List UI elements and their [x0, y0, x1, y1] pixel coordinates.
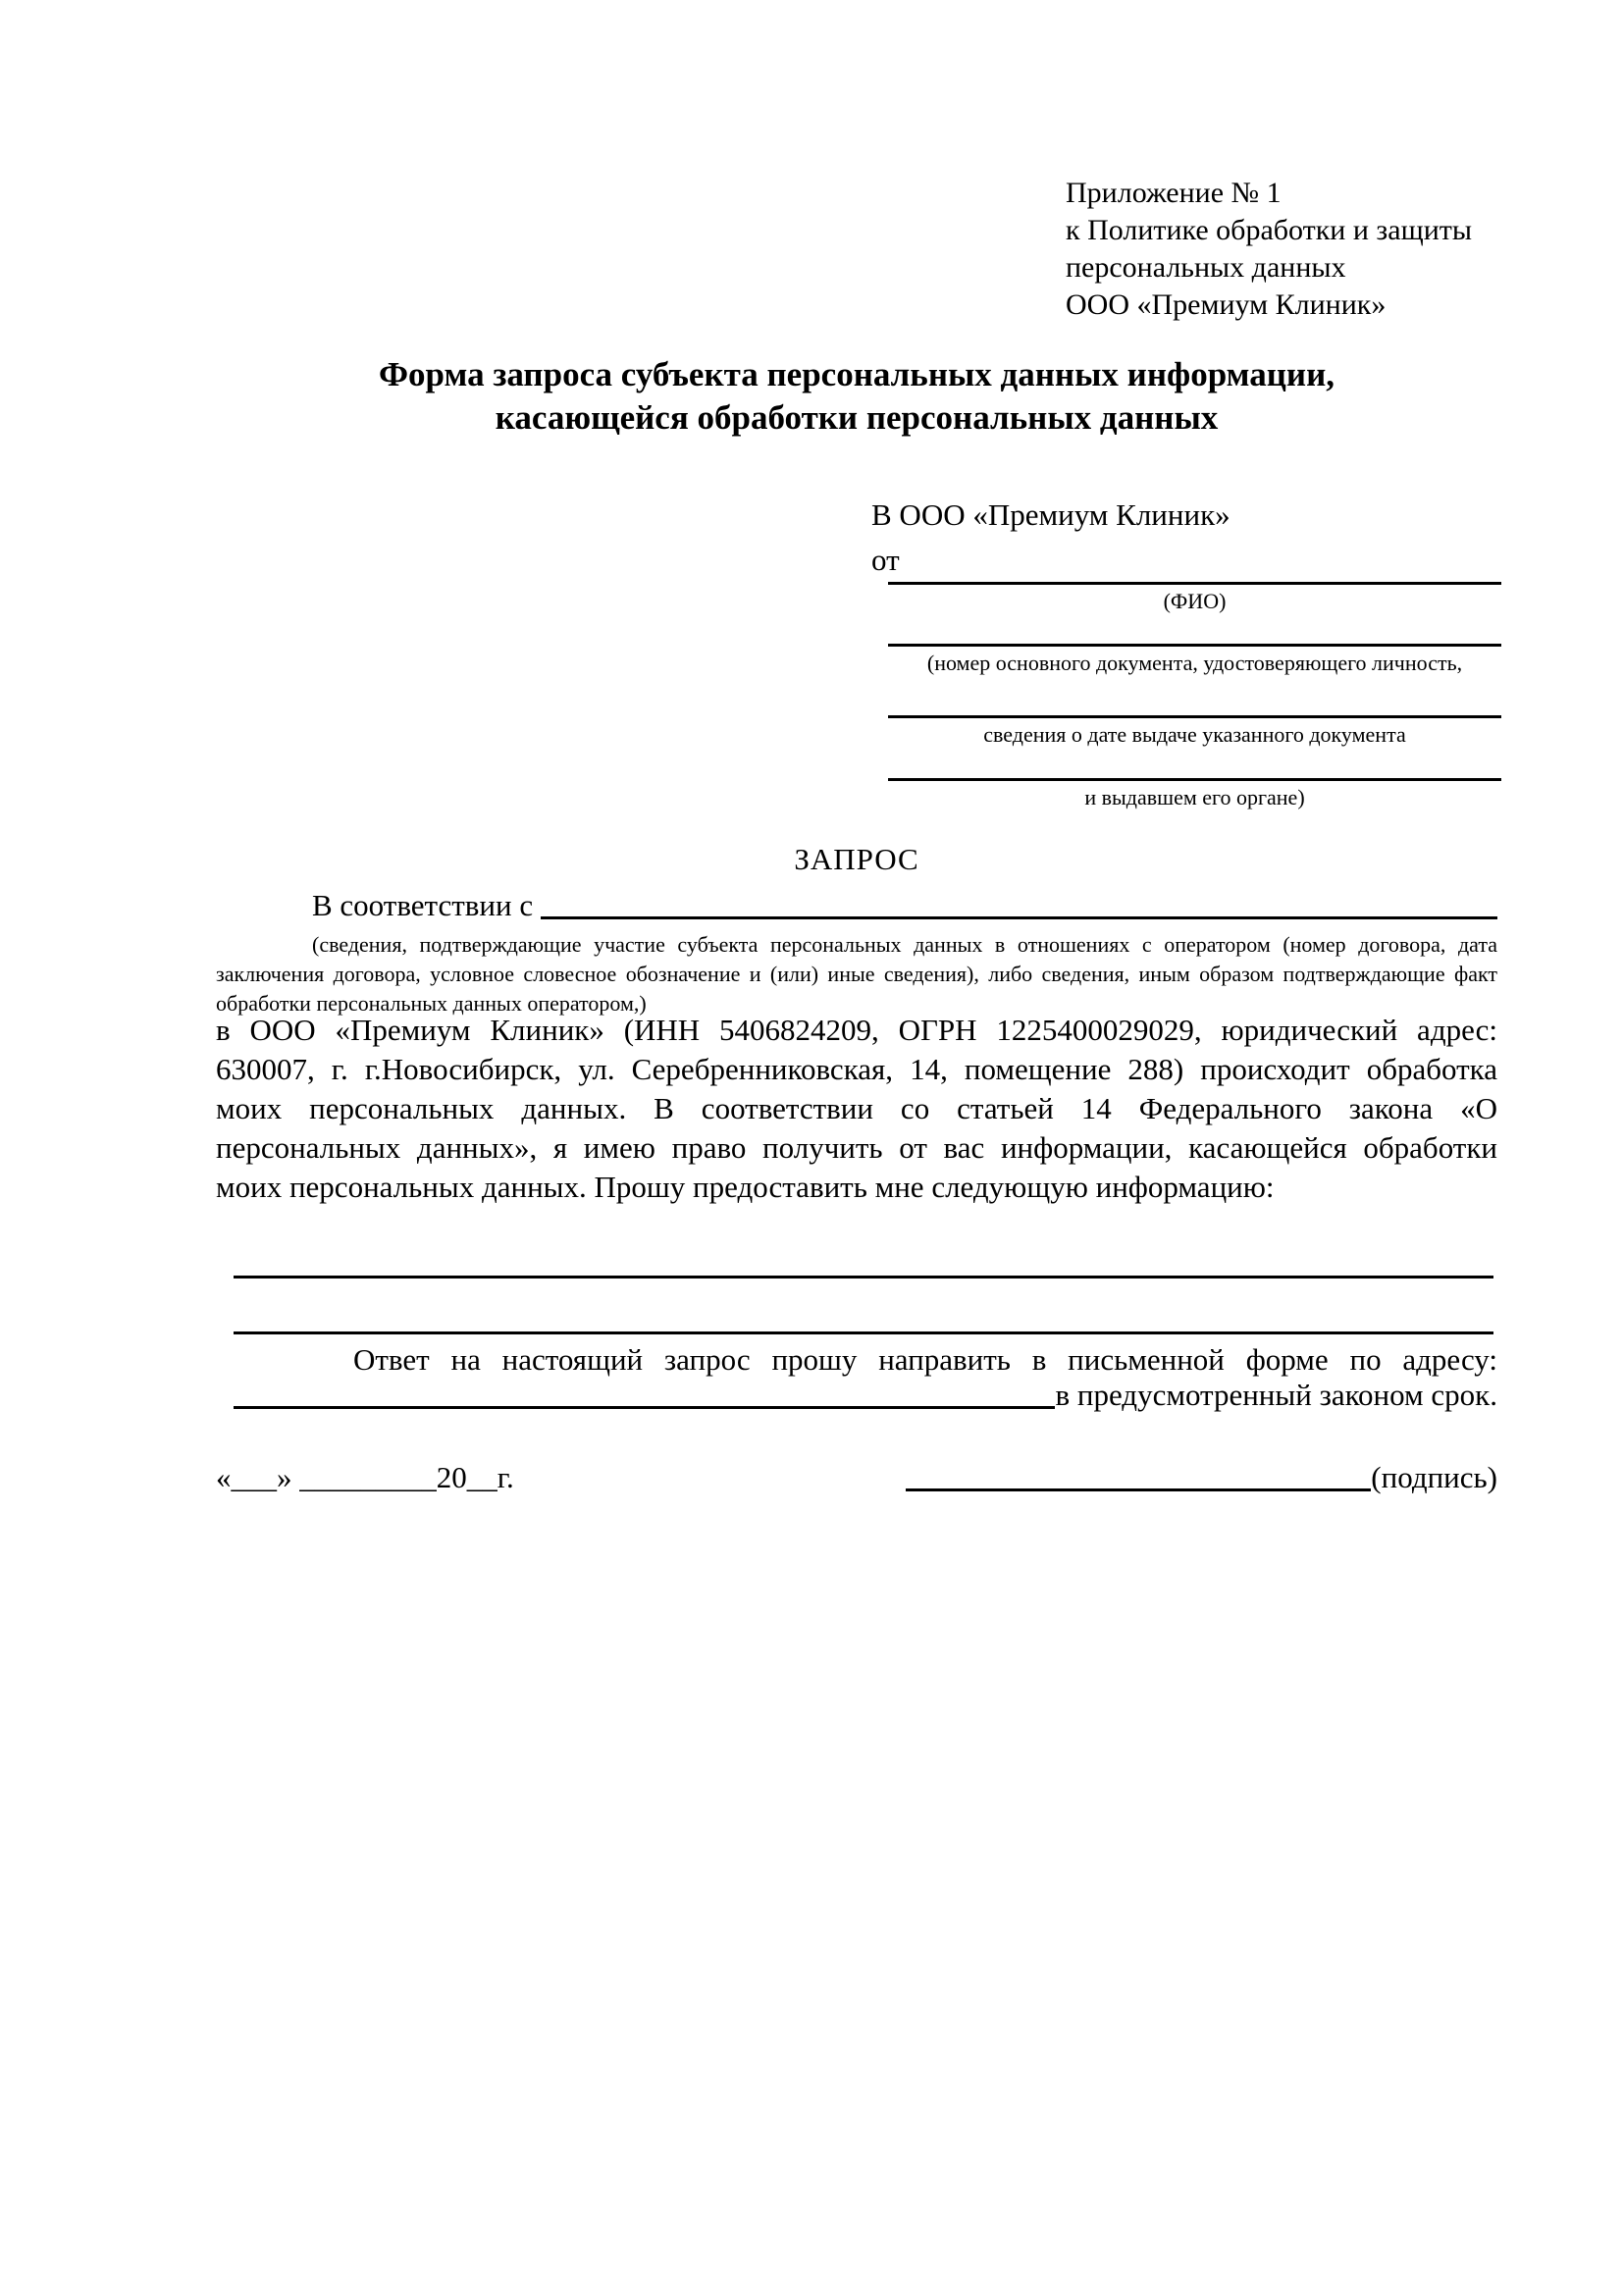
header-note	[1066, 175, 1472, 324]
header-note-line: Приложение № 1	[1066, 177, 1282, 209]
addressee-to: В ООО «Премиум Клиник»	[871, 497, 1230, 532]
request-intro-label: В соответствии с	[312, 888, 534, 922]
header-note-line: ООО «Премиум Клиник»	[1066, 288, 1387, 321]
answer-tail: в предусмотренный законом срок.	[1055, 1378, 1497, 1412]
document-title-line2: касающейся обработки персональных данных	[495, 398, 1219, 437]
signature-blank-line	[906, 1488, 1371, 1491]
address-row	[234, 1376, 1497, 1415]
answer-paragraph: Ответ на настоящий запрос прошу направить в письменной форме по адресу:	[353, 1342, 1497, 1377]
body-line: моих персональных данных. Прошу предоставить мне следующую информацию:	[216, 1170, 1275, 1204]
body-line: 630007, г. г.Новосибирск, ул. Серебренниковская, 14, помещение 288) происходит обработка	[216, 1052, 1497, 1086]
addressee-from: от	[871, 543, 900, 577]
information-blank-line-1	[234, 1276, 1493, 1278]
information-blank-line-2	[234, 1331, 1493, 1334]
header-note-line: персональных данных	[1066, 251, 1346, 284]
document-title	[216, 353, 1497, 440]
signature-caption: (подпись)	[1371, 1460, 1497, 1494]
header-note-line: к Политике обработки и защиты	[1066, 214, 1473, 246]
field-document-number	[888, 644, 1501, 677]
addressee-block	[871, 493, 1230, 583]
body-line: персональных данных», я имею право получить от вас информации, касающейся обработки	[216, 1130, 1497, 1165]
issuing-authority-caption: и выдавшем его органе)	[1084, 785, 1305, 809]
issue-date-caption: сведения о дате выдаче указанного документа	[983, 722, 1406, 747]
date-signature-row	[216, 1458, 1497, 1497]
basis-blank-line	[541, 916, 1497, 919]
body-line: моих персональных данных. В соответствии со статьей 14 Федерального закона «О	[216, 1091, 1497, 1125]
date-line: «___» _________20__г.	[216, 1460, 514, 1494]
address-blank-line	[234, 1406, 1055, 1409]
body-paragraph	[216, 1011, 1497, 1207]
request-intro-row	[216, 886, 1497, 925]
field-issuing-authority	[888, 778, 1501, 811]
field-document-issue-date	[888, 715, 1501, 749]
field-fio	[888, 582, 1501, 615]
fine-print-line: обработки персональных данных оператором,)	[216, 991, 647, 1016]
request-heading: ЗАПРОС	[794, 842, 919, 876]
fio-caption: (ФИО)	[1163, 589, 1227, 613]
body-line: в ООО «Премиум Клиник» (ИНН 5406824209, ОГРН 1225400029029, юридический адрес:	[216, 1013, 1497, 1047]
document-title-line1: Форма запроса субъекта персональных данных информации,	[378, 355, 1335, 393]
document-number-caption: (номер основного документа, удостоверяющего личность,	[926, 651, 1463, 675]
fine-print-line: (сведения, подтверждающие участие субъекта персональных данных в отношениях с оператором (номер договора, дата	[312, 932, 1497, 957]
fine-print-line: заключения договора, условное словесное обозначение и (или) иные сведения), либо сведения, иным образом подтверждающие факт	[216, 962, 1497, 986]
fine-print-note	[216, 930, 1497, 1018]
